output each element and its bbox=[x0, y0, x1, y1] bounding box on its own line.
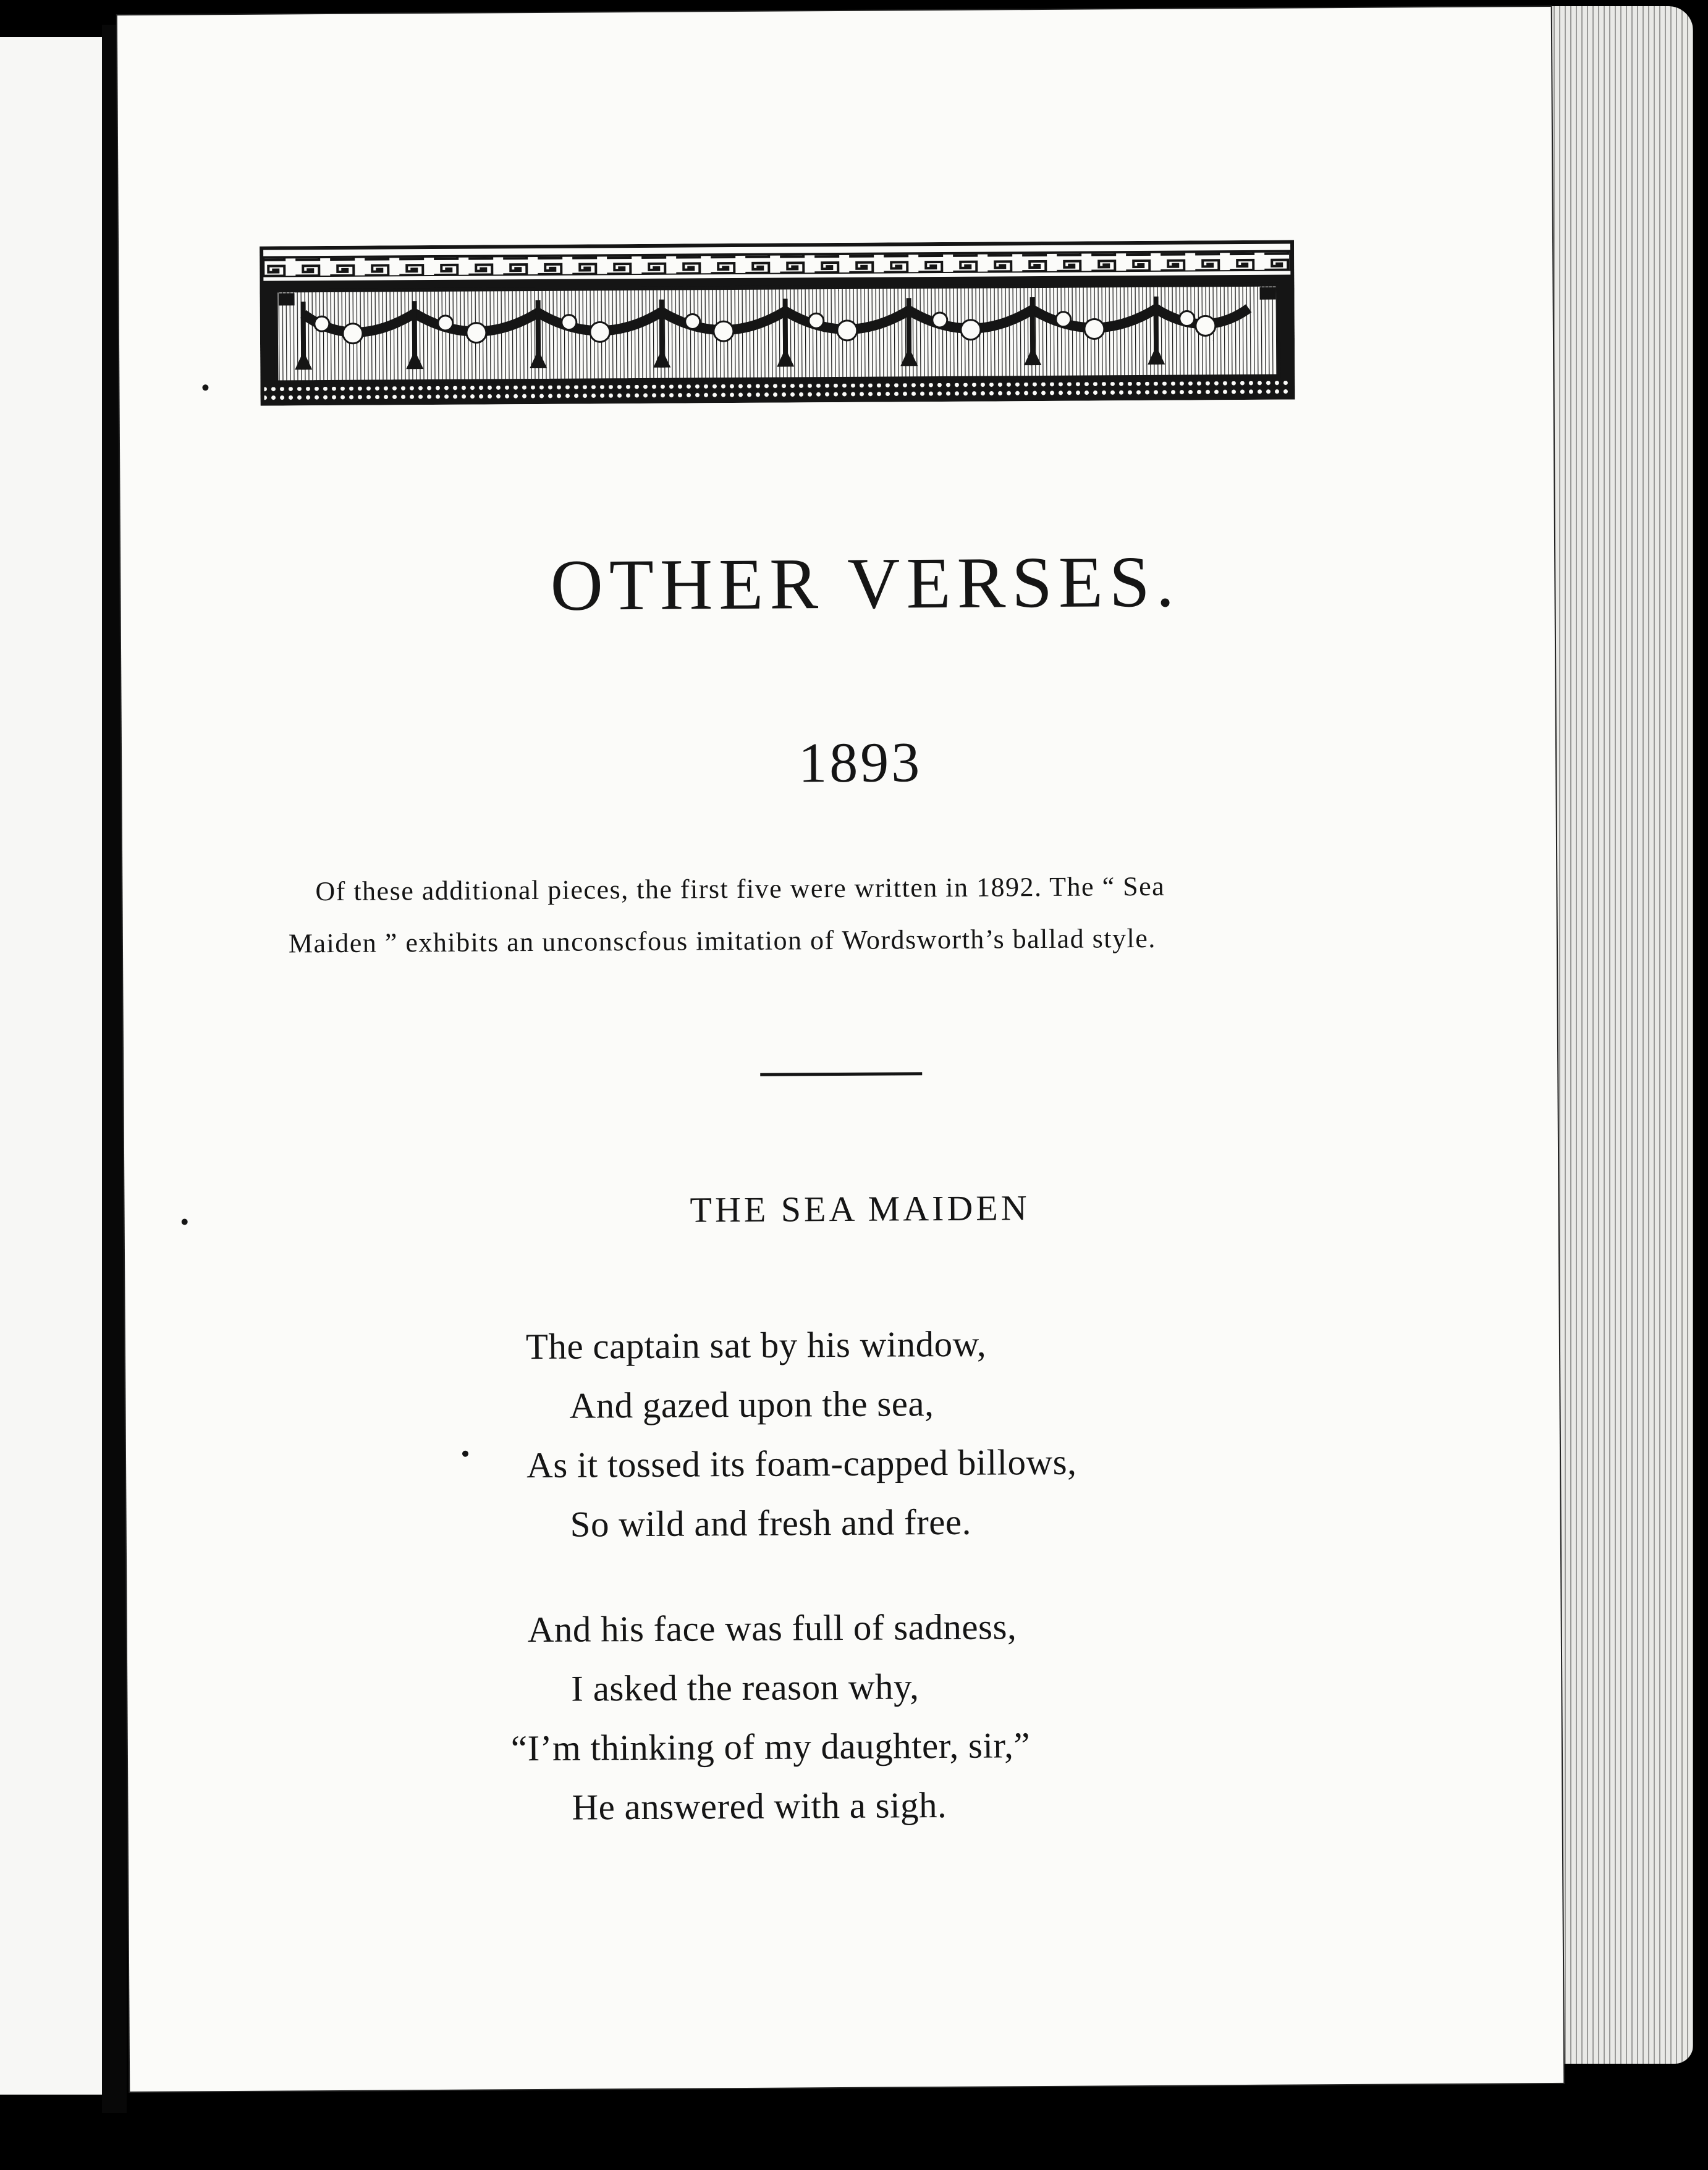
poem-line: I asked the reason why, bbox=[571, 1666, 920, 1709]
poem-line: “I’m thinking of my daughter, sir,” bbox=[510, 1725, 1031, 1769]
section-year: 1893 bbox=[798, 730, 923, 795]
ornamental-border-icon bbox=[260, 240, 1295, 405]
book-page bbox=[117, 7, 1563, 2092]
preface-line: Of these additional pieces, the first five were written in 1892. The “ Sea bbox=[315, 871, 1165, 907]
poem-title: THE SEA MAIDEN bbox=[690, 1188, 1030, 1230]
poem-line: As it tossed its foam-capped billows, bbox=[526, 1441, 1077, 1486]
preface-note bbox=[288, 859, 1339, 969]
section-title: OTHER VERSES. bbox=[550, 541, 1181, 626]
preface-line: Maiden ” exhibits an unconscfous imitation of Wordsworth’s ballad style. bbox=[288, 922, 1156, 959]
facing-page-edge bbox=[0, 37, 102, 2095]
print-speck bbox=[202, 384, 208, 391]
section-divider bbox=[760, 1072, 922, 1076]
poem-stanza bbox=[510, 1595, 1270, 1837]
print-speck bbox=[462, 1451, 468, 1457]
poem-line: The captain sat by his window, bbox=[525, 1323, 987, 1367]
poem-stanza bbox=[526, 1312, 1269, 1554]
print-speck bbox=[182, 1218, 188, 1225]
poem-line: He answered with a sigh. bbox=[572, 1784, 947, 1828]
poem-line: And his face was full of sadness, bbox=[527, 1606, 1017, 1650]
poem-line: And gazed upon the sea, bbox=[569, 1383, 934, 1426]
poem-line: So wild and fresh and free. bbox=[570, 1501, 972, 1545]
